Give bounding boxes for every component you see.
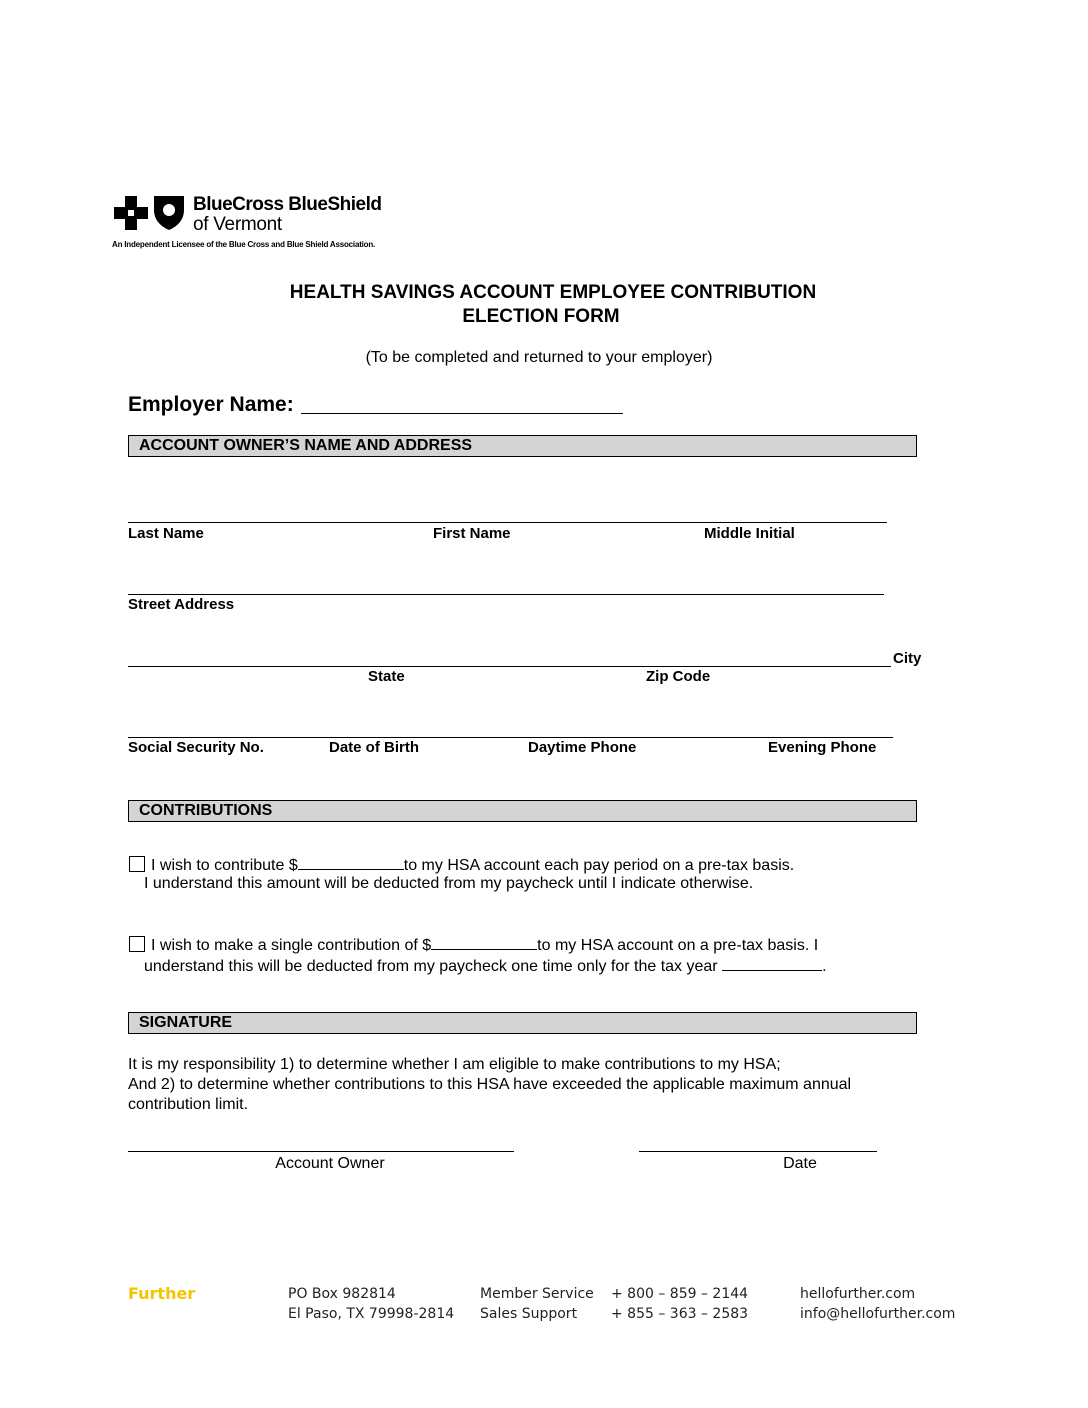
recurring-checkbox[interactable] <box>129 856 145 872</box>
zip-code-label: Zip Code <box>646 668 711 685</box>
section-owner-header <box>128 435 917 457</box>
contact-field-line[interactable] <box>128 737 893 738</box>
section-contributions-title: CONTRIBUTIONS <box>139 802 273 819</box>
footer-phone-member: + 800 – 859 – 2144 <box>611 1286 749 1302</box>
logo-line2: of Vermont <box>193 214 282 235</box>
signature-text-2: And 2) to determine whether contributions to this HSA have exceeded the applicable maximum annual <box>128 1076 852 1093</box>
form-title-line1: HEALTH SAVINGS ACCOUNT EMPLOYEE CONTRIBUTION <box>289 282 817 303</box>
single-checkbox[interactable] <box>129 936 145 952</box>
street-field-line[interactable] <box>128 594 884 595</box>
single-text-b: to my HSA account on a pre-tax basis. I <box>537 937 819 954</box>
logo <box>112 192 412 252</box>
single-text-c-line <box>144 956 827 976</box>
state-label: State <box>368 668 405 685</box>
recurring-text-b: to my HSA account each pay period on a pre-tax basis. <box>403 857 795 874</box>
city-field-line[interactable] <box>128 666 891 667</box>
footer-brand: Further <box>128 1284 196 1303</box>
daytime-phone-label: Daytime Phone <box>528 739 637 756</box>
blue-shield-icon <box>152 194 186 232</box>
contribution-option-recurring <box>129 855 794 875</box>
contribution-option-single <box>129 935 818 955</box>
form-title-line2: ELECTION FORM <box>462 306 620 327</box>
employer-name-label: Employer Name: <box>128 393 294 416</box>
section-signature-header <box>128 1012 917 1034</box>
section-signature-title: SIGNATURE <box>139 1014 233 1031</box>
footer-email-link[interactable]: info@hellofurther.com <box>800 1306 956 1322</box>
footer-sales-support: Sales Support <box>480 1306 578 1322</box>
section-contributions-header <box>128 800 917 822</box>
evening-phone-label: Evening Phone <box>768 739 877 756</box>
recurring-text-c: I understand this amount will be deducted from my paycheck until I indicate otherwise. <box>144 875 754 892</box>
single-text-c: understand this will be deducted from my paycheck one time only for the tax year <box>144 958 718 975</box>
name-field-line[interactable] <box>128 522 887 523</box>
logo-line1: BlueCross BlueShield <box>193 194 382 215</box>
logo-tagline: An Independent Licensee of the Blue Cross and Blue Shield Association. <box>112 240 376 249</box>
footer-phone-sales: + 855 – 363 – 2583 <box>611 1306 749 1322</box>
single-amount-field[interactable] <box>431 935 537 950</box>
footer-address-1: PO Box 982814 <box>288 1286 396 1302</box>
city-label: City <box>893 650 922 667</box>
date-signature-line[interactable] <box>639 1151 877 1152</box>
recurring-text-a: I wish to contribute $ <box>151 857 298 874</box>
signature-text-1: It is my responsibility 1) to determine whether I am eligible to make contributions to my HSA; <box>128 1056 781 1073</box>
last-name-label: Last Name <box>128 525 204 542</box>
footer-address-2: El Paso, TX 79998-2814 <box>288 1306 455 1322</box>
signature-text-3: contribution limit. <box>128 1096 249 1113</box>
middle-initial-label: Middle Initial <box>704 525 795 542</box>
first-name-label: First Name <box>433 525 511 542</box>
account-owner-label: Account Owner <box>275 1155 385 1172</box>
recurring-amount-field[interactable] <box>298 855 404 870</box>
single-text-d: . <box>822 958 827 975</box>
ssn-label: Social Security No. <box>128 739 264 756</box>
blue-cross-icon <box>112 194 150 232</box>
footer-member-service: Member Service <box>480 1286 594 1302</box>
dob-label: Date of Birth <box>329 739 419 756</box>
footer-website-link[interactable]: hellofurther.com <box>800 1286 916 1302</box>
street-address-label: Street Address <box>128 596 235 613</box>
single-text-a: I wish to make a single contribution of $ <box>151 937 432 954</box>
section-owner-title: ACCOUNT OWNER’S NAME AND ADDRESS <box>139 437 473 454</box>
employer-name-field[interactable] <box>301 413 623 414</box>
tax-year-field[interactable] <box>722 956 822 971</box>
form-subtitle: (To be completed and returned to your employer) <box>365 349 713 366</box>
date-label: Date <box>783 1155 817 1172</box>
account-owner-signature-line[interactable] <box>128 1151 514 1152</box>
